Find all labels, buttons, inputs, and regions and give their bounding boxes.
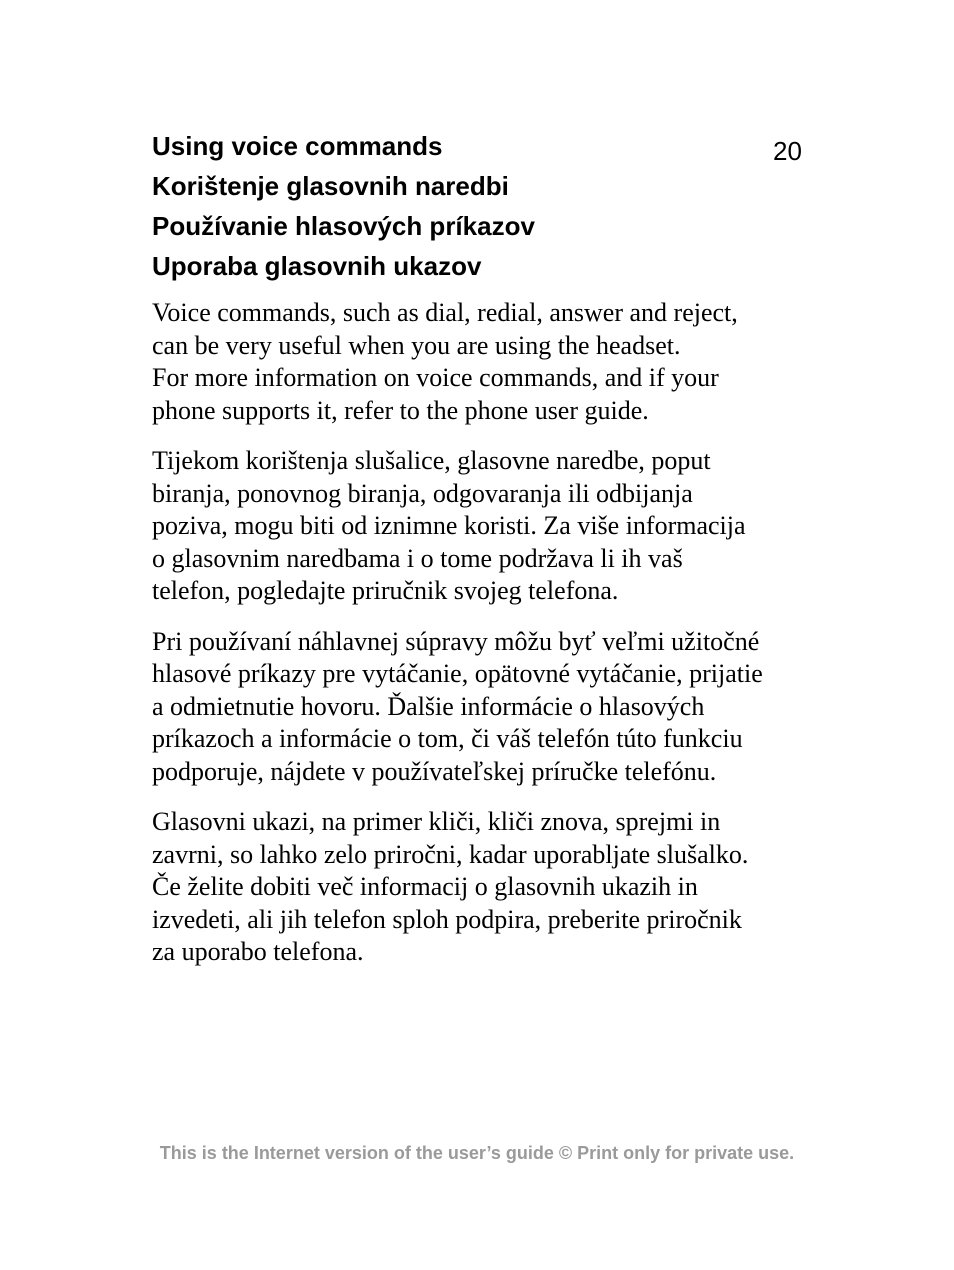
paragraph-line: Če želite dobiti več informacij o glasovnih ukazih in [152,872,698,901]
paragraph-line: Voice commands, such as dial, redial, answer and reject, [152,298,738,327]
heading-slovak: Používanie hlasových príkazov [152,211,535,241]
paragraph-line: o glasovnim naredbama i o tome podržava li ih vaš [152,543,683,573]
paragraph-line: phone supports it, refer to the phone user guide. [152,395,649,425]
page-number: 20 [773,136,802,166]
paragraph-line: a odmietnutie hovoru. Ďalšie informácie o hlasových [152,691,705,721]
paragraph-slovak [152,626,832,789]
heading-croatian: Korištenje glasovnih naredbi [152,171,509,201]
footer-notice: This is the Internet version of the user’s guide © Print only for private use. [159,1143,795,1163]
paragraph-line: Glasovni ukazi, na primer kliči, kliči znova, sprejmi in [152,807,721,836]
body-text [152,297,832,987]
paragraph-line: zavrni, so lahko zelo priročni, kadar uporabljate slušalko. [152,839,749,869]
paragraph-line: izvedeti, ali jih telefon sploh podpira, preberite priročnik [152,904,742,934]
paragraph-line: príkazoch a informácie o tom, či váš telefón túto funkciu [152,724,743,753]
paragraph-croatian [152,445,832,608]
heading-slovenian: Uporaba glasovnih ukazov [152,251,482,281]
paragraph-line: Pri používaní náhlavnej súpravy môžu byť veľmi užitočné [152,626,760,656]
paragraph-line: poziva, mogu biti od iznimne koristi. Za više informacija [152,511,746,540]
paragraph-line: telefon, pogledajte priručnik svojeg telefona. [152,576,619,605]
paragraph-slovenian [152,806,832,969]
section-headings [152,126,792,286]
paragraph-line: For more information on voice commands, and if your [152,363,719,392]
paragraph-line: hlasové príkazy pre vytáčanie, opätovné vytáčanie, prijatie [152,659,763,688]
paragraph-english [152,297,832,427]
paragraph-line: podporuje, nájdete v používateľskej príručke telefónu. [152,756,717,786]
heading-english: Using voice commands [152,131,443,161]
paragraph-line: Tijekom korištenja slušalice, glasovne naredbe, poput [152,446,711,475]
paragraph-line: can be very useful when you are using the headset. [152,330,681,360]
paragraph-line: biranja, ponovnog biranja, odgovaranja ili odbijanja [152,478,693,508]
paragraph-line: za uporabo telefona. [152,937,364,966]
